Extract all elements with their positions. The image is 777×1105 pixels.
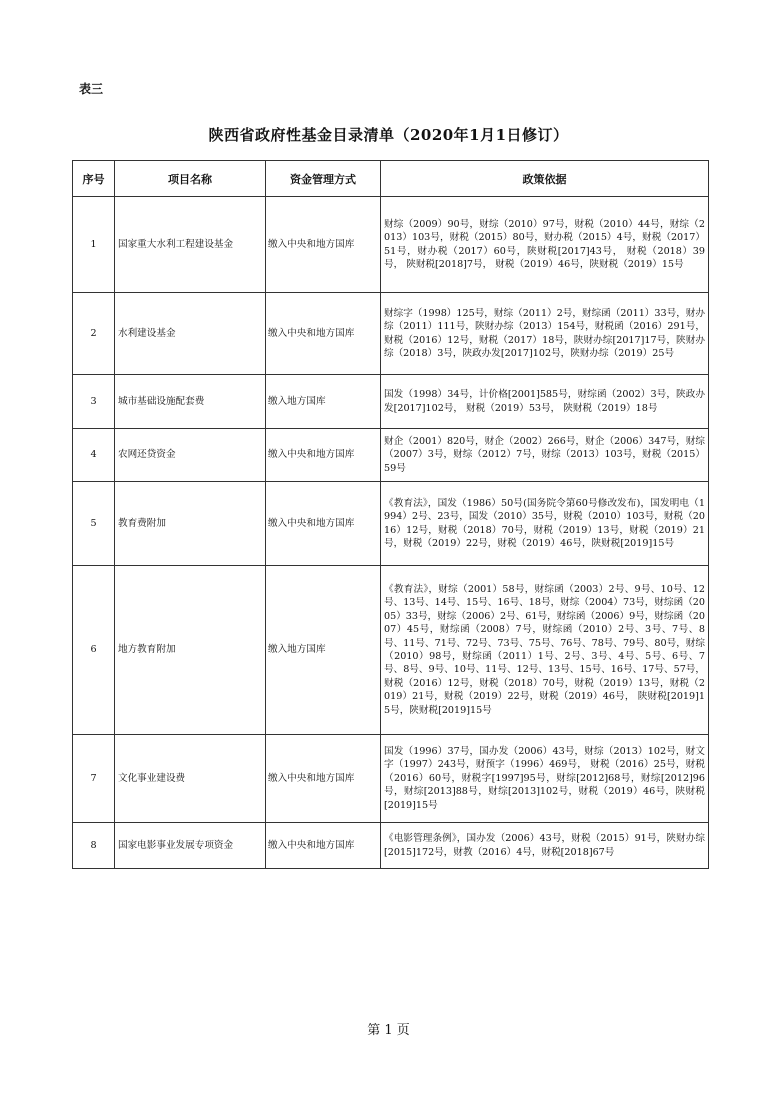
row-management: 缴入中央和地方国库 (266, 429, 381, 482)
table-row (73, 482, 709, 566)
row-seq: 6 (73, 566, 115, 735)
row-basis: 国发（1996）37号，国办发（2006）43号，财综（2013）102号，财文字（1997）243号，财预字（1996）469号， 财税（2016）25号，财税（2016）60号，财税字[1997]95号，财综[2012]68号，财综[2012]96号，财综[2013]88号，财综[2013]102号，财税（2019）46号，陕财税[2019]15号 (381, 735, 709, 823)
row-seq: 7 (73, 735, 115, 823)
table-label: 表三 (79, 82, 104, 96)
fund-catalog-table (72, 160, 709, 869)
row-name: 国家电影事业发展专项资金 (115, 823, 266, 869)
row-management: 缴入地方国库 (266, 375, 381, 429)
row-management: 缴入地方国库 (266, 566, 381, 735)
table-row (73, 293, 709, 375)
row-basis: 财综字（1998）125号，财综（2011）2号，财综函（2011）33号，财办综（2011）111号，陕财办综（2013）154号，财税函（2016）291号，财税（2016）12号，财税（2017）18号，陕财办综[2017]17号，陕财办综（2018）3号，陕政办发[2017]102号，陕财办综（2019）25号 (381, 293, 709, 375)
header-name: 项目名称 (115, 161, 266, 197)
row-name: 国家重大水利工程建设基金 (115, 197, 266, 293)
row-name: 地方教育附加 (115, 566, 266, 735)
header-management: 资金管理方式 (266, 161, 381, 197)
table-row (73, 197, 709, 293)
row-management: 缴入中央和地方国库 (266, 482, 381, 566)
table-header-row (73, 161, 709, 197)
row-seq: 4 (73, 429, 115, 482)
row-management: 缴入中央和地方国库 (266, 735, 381, 823)
table-row (73, 375, 709, 429)
row-basis: 财综（2009）90号，财综（2010）97号，财税（2010）44号，财综（2013）103号，财税（2015）80号，财办税（2015）4号，财税（2017）51号，财办税（2017）60号，陕财税[2017]43号， 财税（2018）39号， 陕财税[2018]7号， 财税（2019）46号，陕财税（2019）15号 (381, 197, 709, 293)
table-row (73, 735, 709, 823)
row-basis: 《教育法》，国发（1986）50号(国务院令第60号修改发布)，国发明电（1994）2号、23号，国发（2010）35号，财税（2010）103号，财税（2016）12号，财税（2018）70号，财税（2019）13号，财税（2019）21号，财税（2019）22号，财税（2019）46号，陕财税[2019]15号 (381, 482, 709, 566)
table-row (73, 566, 709, 735)
row-name: 水利建设基金 (115, 293, 266, 375)
row-seq: 3 (73, 375, 115, 429)
row-seq: 2 (73, 293, 115, 375)
row-name: 教育费附加 (115, 482, 266, 566)
row-management: 缴入中央和地方国库 (266, 823, 381, 869)
table-row (73, 823, 709, 869)
row-management: 缴入中央和地方国库 (266, 197, 381, 293)
table-row (73, 429, 709, 482)
row-basis: 财企（2001）820号，财企（2002）266号，财企（2006）347号，财综（2007）3号，财综（2012）7号，财综（2013）103号，财税（2015）59号 (381, 429, 709, 482)
header-basis: 政策依据 (381, 161, 709, 197)
row-basis: 《电影管理条例》，国办发（2006）43号，财税（2015）91号，陕财办综[2015]172号，财教（2016）4号，财税[2018]67号 (381, 823, 709, 869)
row-basis: 国发（1998）34号，计价格[2001]585号，财综函（2002）3号，陕政办发[2017]102号， 财税（2019）53号， 陕财税（2019）18号 (381, 375, 709, 429)
row-basis: 《教育法》，财综（2001）58号，财综函（2003）2号、9号、10号、12号、13号、14号、15号、16号、18号，财综（2004）73号，财综函（2005）33号，财综（2006）2号、61号，财综函（2006）9号，财综函（2007）45号，财综函（2008）7号，财综函（2010）2号、3号、7号、8号、11号、71号、72号、73号、75号、76号、78号、79号、80号，财综（2010）98号，财综函（2011）1号、2号、3号、4号、5号、6号、7号、8号、9号、10号、11号、12号、13号、15号、16号、17号、57号， 财税（2016）12号，财税（2018）70号，财税（2019）13号，财税（2019）21号，财税（2019）22号，财税（2019）46号， 陕财税[2019]15号，陕财税[2019]15号 (381, 566, 709, 735)
header-seq: 序号 (73, 161, 115, 197)
page-number: 第 1 页 (367, 1023, 410, 1038)
row-name: 文化事业建设费 (115, 735, 266, 823)
row-seq: 8 (73, 823, 115, 869)
document-title: 陕西省政府性基金目录清单（2020年1月1日修订） (208, 126, 569, 144)
row-management: 缴入中央和地方国库 (266, 293, 381, 375)
row-seq: 5 (73, 482, 115, 566)
row-name: 农网还贷资金 (115, 429, 266, 482)
row-seq: 1 (73, 197, 115, 293)
row-name: 城市基础设施配套费 (115, 375, 266, 429)
